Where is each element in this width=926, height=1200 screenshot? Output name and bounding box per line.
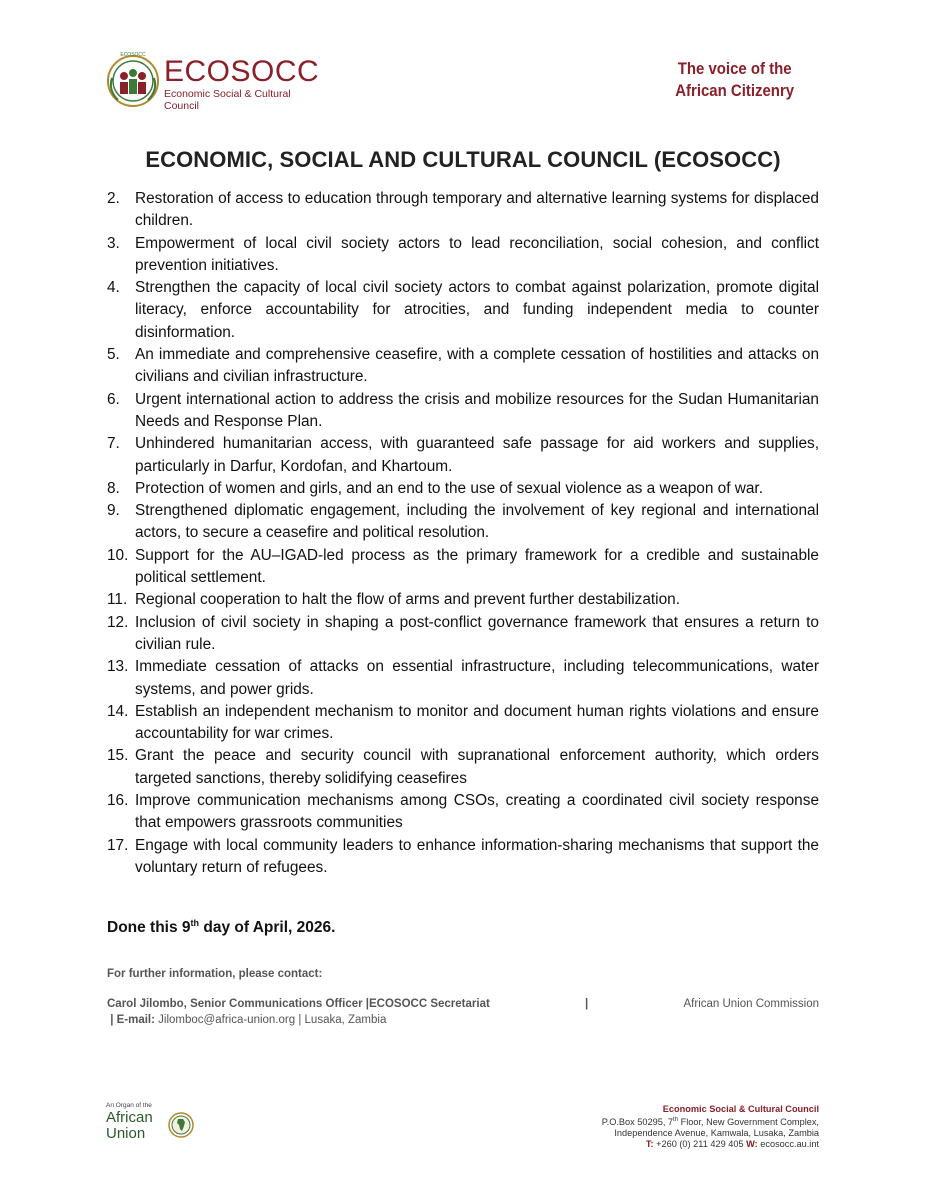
au-line2: Union (106, 1125, 146, 1142)
list-item-number: 15. (107, 747, 129, 765)
list-item (107, 612, 819, 657)
tagline-line1: The voice of the (677, 59, 792, 78)
tagline-line2: African Citizenry (675, 81, 794, 100)
contact-separator: | (585, 998, 589, 1010)
list-item-text: Restoration of access to education through temporary and alternative learning systems for displaced children. (135, 190, 819, 230)
list-item-text: An immediate and comprehensive ceasefire, with a complete cessation of hostilities and attacks on civilians and civilian infrastructure. (135, 346, 819, 386)
done-date (107, 918, 335, 937)
au-emblem-icon (168, 1112, 194, 1138)
logo-text (164, 56, 319, 112)
list-item (107, 835, 819, 880)
footer-org: Economic Social & Cultural Council (662, 1104, 819, 1114)
au-line1: African (106, 1109, 153, 1126)
ecosocc-seal-icon (104, 50, 162, 108)
list-item-number: 10. (107, 546, 129, 564)
au-small-text: An Organ of the (106, 1102, 152, 1109)
email-link[interactable]: Jilomboc@africa-union.org (158, 1014, 296, 1026)
list-item (107, 745, 819, 790)
list-item (107, 277, 819, 344)
addr1-b: Floor, New Government Complex, (678, 1117, 819, 1128)
list-item-number: 16. (107, 792, 129, 810)
list-item (107, 701, 819, 746)
list-item-text: Strengthened diplomatic engagement, including the involvement of key regional and international actors, to secure a ceasefire and political resolution. (135, 502, 819, 542)
list-item-text: Empowerment of local civil society actors to lead reconciliation, social cohesion, and conflict prevention initiatives. (135, 234, 819, 274)
addr1-a: P.O.Box 50295, 7 (601, 1117, 674, 1128)
contact-commission: African Union Commission (683, 998, 819, 1010)
list-item (107, 790, 819, 835)
list-item (107, 478, 819, 500)
list-item (107, 545, 819, 590)
footer-contact (602, 1139, 819, 1150)
list-item (107, 344, 819, 389)
list-item (107, 500, 819, 545)
email-label: | E-mail: (110, 1014, 155, 1026)
web-link[interactable]: ecosocc.au.int (757, 1139, 819, 1150)
list-item-number: 7. (107, 435, 120, 453)
list-item-number: 14. (107, 702, 129, 720)
list-item-text: Inclusion of civil society in shaping a post-conflict governance framework that ensures a return to civilian rule. (135, 613, 819, 653)
recommendations-list (107, 188, 819, 879)
tel: +260 (0) 211 429 405 (653, 1139, 747, 1150)
list-item-text: Regional cooperation to halt the flow of arms and prevent further destabilization. (135, 591, 680, 609)
list-item-text: Grant the peace and security council with supranational enforcement authority, which orders targeted sanctions, thereby solidifying ceasefires (135, 747, 819, 787)
done-prefix: Done this 9 (107, 919, 191, 937)
contact-location: | Lusaka, Zambia (298, 1014, 387, 1026)
list-item (107, 433, 819, 478)
list-item (107, 389, 819, 434)
contact-label: For further information, please contact: (107, 968, 323, 980)
list-item (107, 188, 819, 233)
list-item-text: Engage with local community leaders to enhance information-sharing mechanisms that support the voluntary return of refugees. (135, 836, 819, 876)
footer-addr1 (602, 1115, 819, 1128)
list-item (107, 656, 819, 701)
seal-text: ECOSOCC (120, 52, 146, 58)
list-item-text: Immediate cessation of attacks on essential infrastructure, including telecommunications, water systems, and power grids. (135, 658, 819, 698)
au-name (106, 1110, 153, 1142)
list-item-text: Urgent international action to address the crisis and mobilize resources for the Sudan Humanitarian Needs and Response Plan. (135, 390, 819, 430)
list-item-number: 12. (107, 613, 129, 631)
list-item-number: 2. (107, 190, 120, 207)
african-union-logo (106, 1102, 206, 1150)
contact-name: Carol Jilombo, Senior Communications Officer |ECOSOCC Secretariat (107, 998, 490, 1010)
logo-name: ECOSOCC (164, 55, 320, 88)
list-item-number: 5. (107, 346, 120, 364)
list-item (107, 589, 819, 611)
list-item-number: 4. (107, 279, 120, 297)
ecosocc-logo (104, 50, 320, 112)
page-title: ECONOMIC, SOCIAL AND CULTURAL COUNCIL (ECOSOCC) (145, 147, 781, 172)
done-suffix: day of April, 2026. (199, 919, 336, 937)
web-label: W: (746, 1139, 758, 1150)
logo-subtitle: Economic Social & Cultural Council (164, 88, 291, 112)
tel-label: T: (645, 1139, 654, 1150)
footer-address (602, 1104, 819, 1150)
list-item-number: 9. (107, 502, 120, 520)
list-item (107, 233, 819, 278)
list-item-text: Unhindered humanitarian access, with guaranteed safe passage for aid workers and supplies, particularly in Darfur, Kordofan, and Khartoum. (135, 435, 819, 475)
addr1-sup: th (673, 1117, 679, 1123)
list-item-text: Improve communication mechanisms among CSOs, creating a coordinated civil society response that empowers grassroots communities (135, 792, 819, 832)
list-item-number: 3. (107, 234, 120, 252)
done-sup: th (190, 918, 200, 928)
tagline (675, 58, 794, 102)
list-item-text: Protection of women and girls, and an end to the use of sexual violence as a weapon of war. (135, 479, 763, 497)
list-item-number: 8. (107, 479, 120, 497)
list-item-number: 17. (107, 836, 129, 854)
list-item-number: 13. (107, 658, 129, 676)
footer-addr2: Independence Avenue, Kamwala, Lusaka, Zambia (614, 1128, 819, 1139)
list-item-number: 6. (107, 390, 120, 408)
list-item-text: Strengthen the capacity of local civil society actors to combat against polarization, promote digital literacy, enforce accountability for atrocities, and funding independent media to counter disinformation. (135, 279, 819, 341)
contact-block (107, 996, 819, 1028)
list-item-text: Establish an independent mechanism to monitor and document human rights violations and ensure accountability for war crimes. (135, 702, 819, 743)
list-item-text: Support for the AU–IGAD-led process as the primary framework for a credible and sustainable political settlement. (135, 546, 819, 587)
list-item-number: 11. (107, 591, 128, 609)
